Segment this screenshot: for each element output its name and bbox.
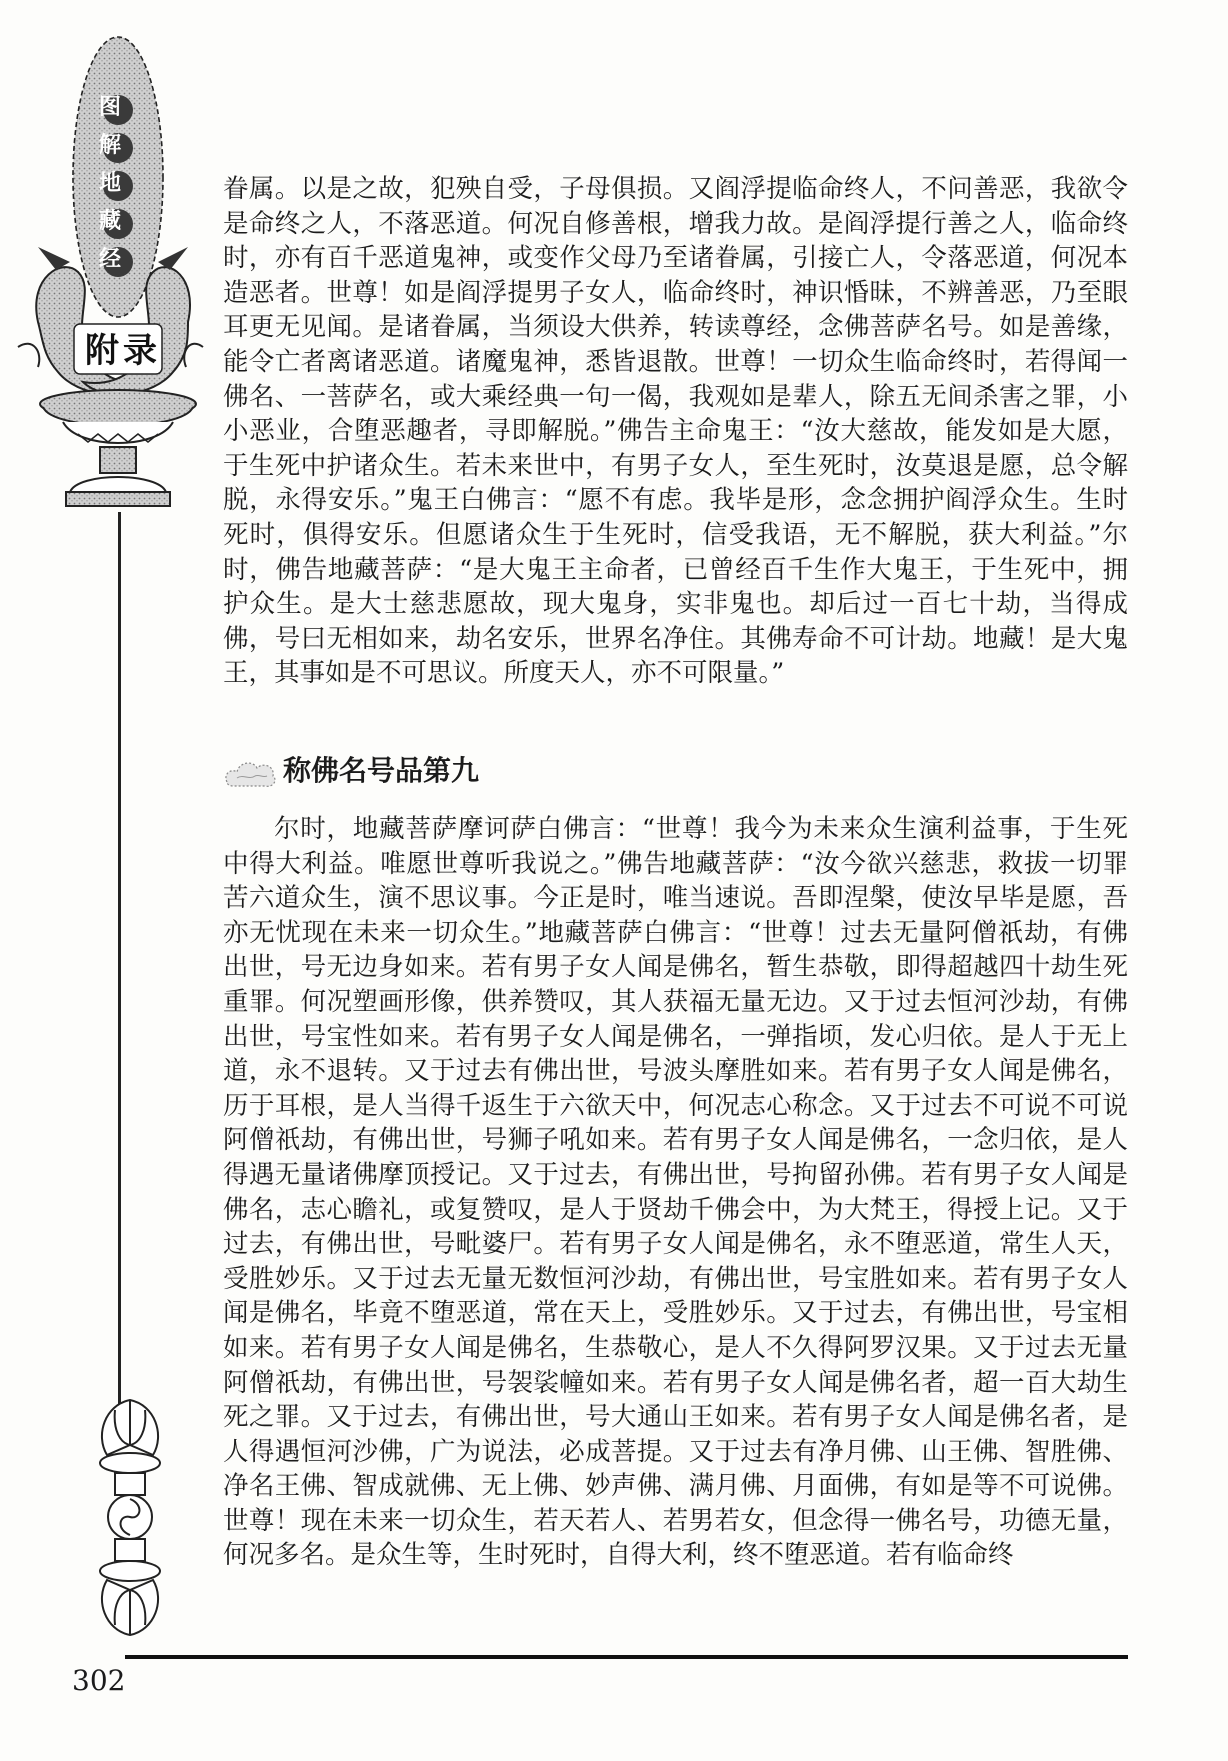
- body-paragraph: 眷属。以是之故，犯殃自受，子母俱损。又阎浮提临命终人，不问善恶，我欲令是命终之人，不落恶道。何况自修善根，增我力故。是阎浮提行善之人，临命终时，亦有百千恶道鬼神，或变作父母乃至诸眷属，引接亡人，令落恶道，何况本造恶者。世尊！如是阎浮提男子女人，临命终时，神识惛昧，不辨善恶，乃至眼耳更无见闻。是诸眷属，当须设大供养，转读尊经，念佛菩萨名号。如是善缘，能令亡者离诸恶道。诸魔鬼神，悉皆退散。世尊！一切众生临命终时，若得闻一佛名、一菩萨名，或大乘经典一句一偈，我观如是辈人，除五无间杀害之罪，小小恶业，合堕恶趣者，寻即解脱。”佛告主命鬼王：“汝大慈故，能发如是大愿，于生死中护诸众生。若未来世中，有男子女人，至生死时，汝莫退是愿，总令解脱，永得安乐。”鬼王白佛言：“愿不有虑。我毕是形，念念拥护阎浮众生。生时死时，俱得安乐。但愿诸众生于生死时，信受我语，无不解脱，获大利益。”尔时，佛告地藏菩萨：“是大鬼王主命者，已曾经百千生作大鬼王，于生死中，拥护众生。是大士慈悲愿故，现大鬼身，实非鬼也。却后过一百七十劫，当得成佛，号曰无相如来，劫名安乐，世界名净住。其佛寿命不可计劫。地藏！是大鬼王，其事如是不可思议。所度天人，亦不可限量。”: [223, 174, 1128, 689]
- title-char: 图: [98, 94, 121, 120]
- chapter-title: 称佛名号品第九: [283, 754, 480, 787]
- chapter-text: [223, 812, 1128, 1573]
- vajra-ornament: [85, 1395, 175, 1640]
- page-number: 302: [72, 1664, 126, 1697]
- footer-rule: [125, 1655, 1128, 1659]
- main-text: [223, 172, 1128, 691]
- title-char: 藏: [98, 208, 121, 234]
- cloud-icon: [223, 756, 278, 790]
- title-char: 地: [98, 170, 121, 196]
- margin-rule: [118, 512, 121, 1412]
- chapter-paragraph: 尔时，地藏菩萨摩诃萨白佛言：“世尊！我今为未来众生演利益事，于生死中得大利益。唯愿世尊听我说之。”佛告地藏菩萨：“汝今欲兴慈悲，救拔一切罪苦六道众生，演不思议事。今正是时，唯当速说。吾即涅槃，使汝早毕是愿，吾亦无忧现在未来一切众生。”地藏菩萨白佛言：“世尊！过去无量阿僧祇劫，有佛出世，号无边身如来。若有男子女人闻是佛名，暂生恭敬，即得超越四十劫生死重罪。何况塑画形像，供养赞叹，其人获福无量无边。又于过去恒河沙劫，有佛出世，号宝性如来。若有男子女人闻是佛名，一弹指顷，发心归依。是人于无上道，永不退转。又于过去有佛出世，号波头摩胜如来。若有男子女人闻是佛名，历于耳根，是人当得千返生于六欲天中，何况志心称念。又于过去不可说不可说阿僧祇劫，有佛出世，号狮子吼如来。若有男子女人闻是佛名，一念归依，是人得遇无量诸佛摩顶授记。又于过去，有佛出世，号拘留孙佛。若有男子女人闻是佛名，志心瞻礼，或复赞叹，是人于贤劫千佛会中，为大梵王，得授上记。又于过去，有佛出世，号毗婆尸。若有男子女人闻是佛名，永不堕恶道，常生人天，受胜妙乐。又于过去无量无数恒河沙劫，有佛出世，号宝胜如来。若有男子女人闻是佛名，毕竟不堕恶道，常在天上，受胜妙乐。又于过去，有佛出世，号宝相如来。若有男子女人闻是佛名，生恭敬心，是人不久得阿罗汉果。又于过去无量阿僧祇劫，有佛出世，号袈裟幢如来。若有男子女人闻是佛名者，超一百大劫生死之罪。又于过去，有佛出世，号大通山王如来。若有男子女人闻是佛名者，是人得遇恒河沙佛，广为说法，必成菩提。又于过去有净月佛、山王佛、智胜佛、净名王佛、智成就佛、无上佛、妙声佛、满月佛、月面佛，有如是等不可说佛。世尊！现在未来一切众生，若天若人、若男若女，但念得一佛名号，功德无量，何况多名。是众生等，生时死时，自得大利，终不堕恶道。若有临命终: [223, 814, 1128, 1571]
- title-char: 解: [98, 132, 121, 158]
- chapter-heading: [223, 752, 1128, 792]
- section-label-appendix: 附录: [85, 331, 161, 371]
- title-char: 经: [98, 246, 121, 272]
- book-title-vertical: [87, 88, 133, 278]
